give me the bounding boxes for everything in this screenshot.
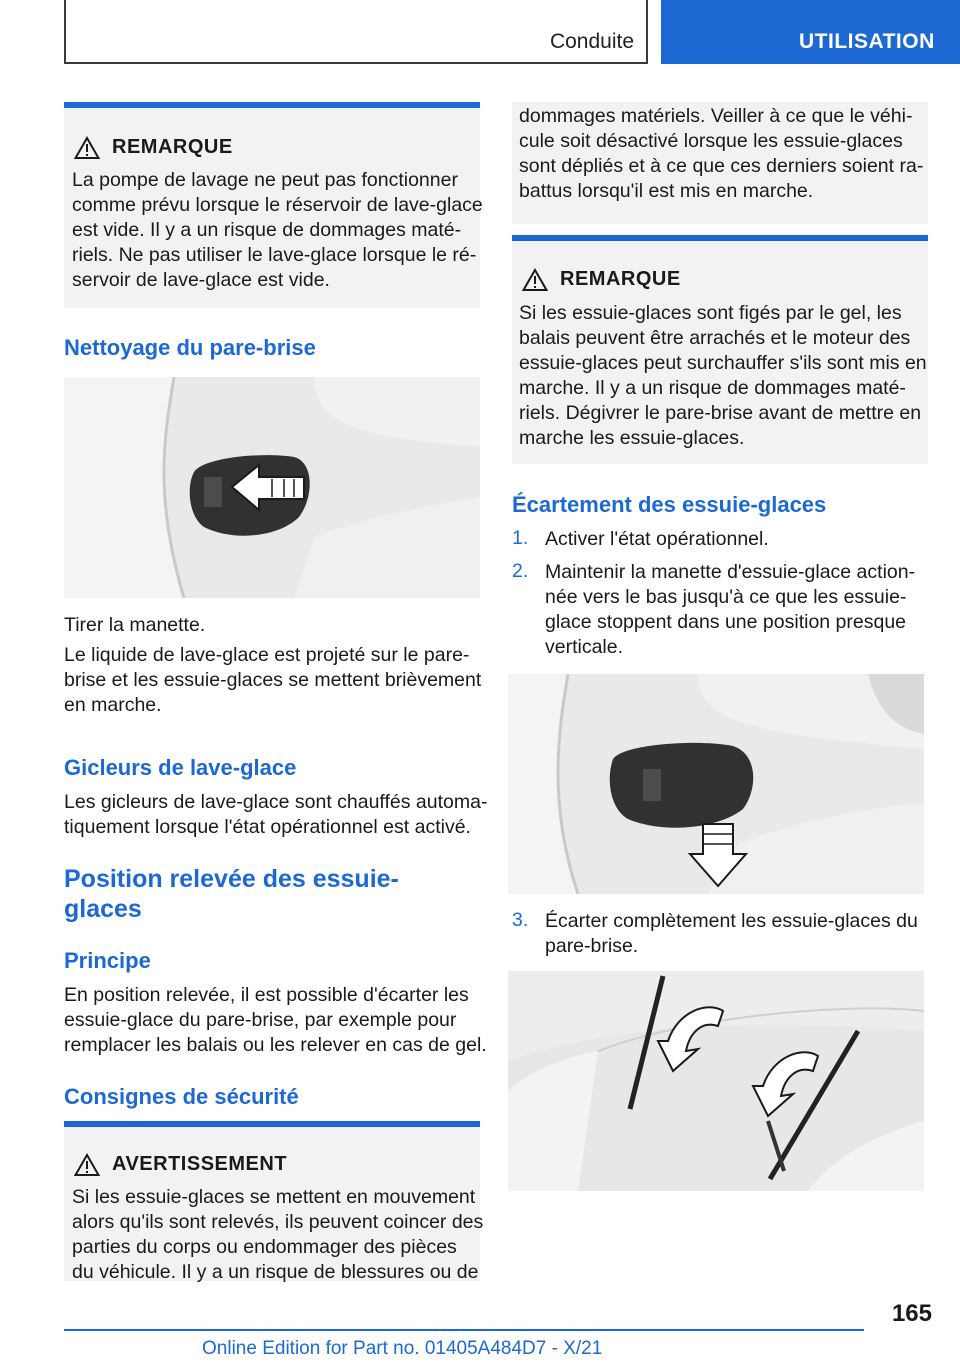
warning-box-continued	[512, 102, 928, 224]
steps-list-b	[512, 909, 928, 969]
heading-gicleurs: Gicleurs de lave-glace	[64, 755, 297, 780]
footer-divider	[64, 1329, 864, 1331]
note-text: Si les essuie-glaces sont figés par le gel, les balais peuvent être arrachés et le moteur des essuie-glaces peut surchauffer s'ils sont mis en marche. Il y a un risque de dommages maté- riels. Dégivrer le pare-brise avant de mettre en marche les essuie-glaces.	[519, 302, 927, 449]
note-text: La pompe de lavage ne peut pas fonctionner comme prévu lorsque le réservoir de lave-glace est vide. Il y a un risque de dommages maté- riels. Ne pas utiliser le lave-glace lorsque le ré- servoir de lave-glace est vide.	[72, 169, 483, 291]
steps-list-a	[512, 527, 928, 657]
header-section-title: Conduite	[549, 30, 634, 53]
warning-triangle-icon	[74, 136, 100, 160]
footer-edition-link[interactable]: Online Edition for Part no. 01405A484D7 - X/21	[202, 1338, 603, 1359]
heading-consignes: Consignes de sécurité	[64, 1084, 299, 1109]
header-chapter-title: UTILISATION	[799, 30, 935, 53]
note-box-pump	[64, 102, 483, 308]
figure-wiper-stalk-pull	[64, 377, 480, 598]
heading-ecartement: Écartement des essuie-glaces	[512, 492, 827, 517]
heading-principe: Principe	[64, 948, 151, 973]
step-text: Activer l'état opérationnel.	[545, 528, 769, 550]
page-number: 165	[891, 1300, 932, 1327]
warning-triangle-icon	[522, 268, 548, 292]
warning-title: AVERTISSEMENT	[112, 1153, 288, 1175]
step-number: 3.	[512, 909, 529, 931]
warning-text: Si les essuie-glaces se mettent en mouvement alors qu'ils sont relevés, ils peuvent coincer des parties du corps ou endommager des pièces du véhicule. Il y a un risque de blessures ou de	[72, 1186, 484, 1283]
step-number: 1.	[512, 527, 529, 549]
text-gicleurs: Les gicleurs de lave-glace sont chauffés automa- tiquement lorsque l'état opérationnel est activé.	[64, 791, 488, 838]
header-section-box	[64, 0, 648, 64]
step-text: Maintenir la manette d'essuie-glace action- née vers le bas jusqu'à ce que les essuie- glace stoppent dans une position presque verticale.	[545, 561, 916, 658]
warning-triangle-icon	[74, 1153, 100, 1177]
figure-wiper-stalk-down	[508, 674, 924, 894]
warning-text-continued: dommages matériels. Veiller à ce que le véhi- cule soit désactivé lorsque les essuie-glaces sont dépliés et à ce que ces derniers soient ra- battus lorsqu'il est mis en marche.	[519, 105, 924, 202]
step-number: 2.	[512, 560, 529, 582]
step-text: Écarter complètement les essuie-glaces du pare-brise.	[545, 910, 918, 957]
note-title: REMARQUE	[560, 268, 681, 290]
note-title: REMARQUE	[112, 136, 233, 158]
text-liquide: Le liquide de lave-glace est projeté sur le pare- brise et les essuie-glaces se mettent brièvement en marche.	[64, 644, 482, 716]
heading-nettoyage: Nettoyage du pare-brise	[64, 335, 316, 360]
warning-box	[64, 1121, 484, 1283]
text-tirer: Tirer la manette.	[64, 614, 206, 636]
text-principe: En position relevée, il est possible d'écarter les essuie-glace du pare-brise, par exemple pour remplacer les balais ou les relever en cas de gel.	[64, 984, 487, 1056]
header-chapter-tab	[661, 0, 960, 64]
figure-wipers-raised	[508, 971, 924, 1191]
note-box-frozen	[512, 235, 928, 464]
heading-position-relevee: Position relevée des essuie- glaces	[64, 865, 399, 923]
